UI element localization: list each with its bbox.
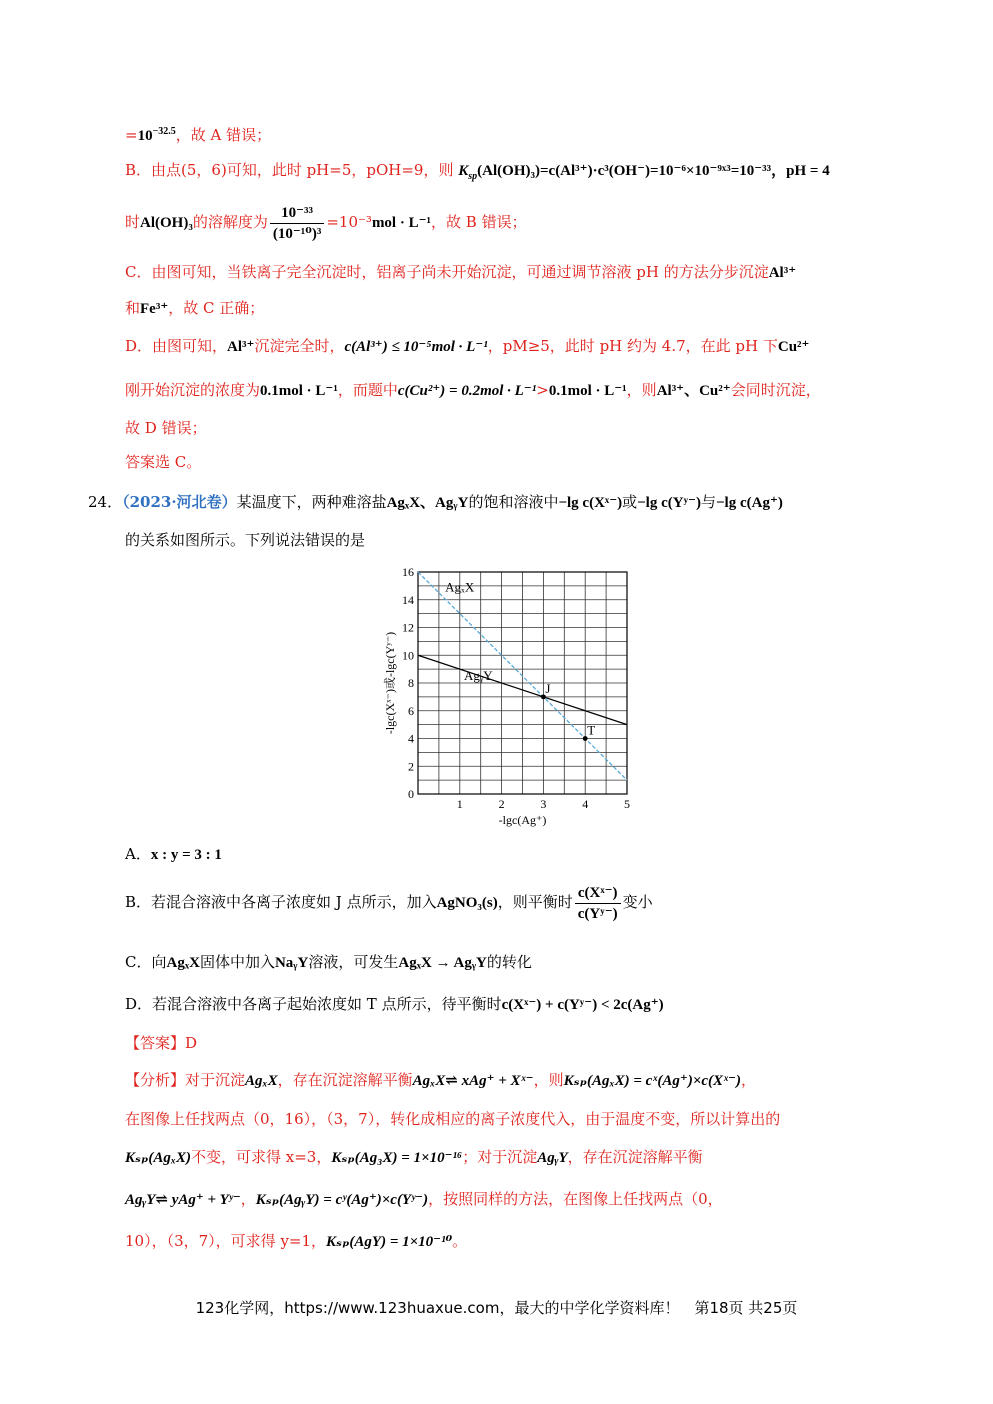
line-d-3: 故 D 错误；	[125, 419, 207, 437]
answer-line: 【答案】D	[125, 1034, 198, 1052]
y-tick-label: 12	[402, 620, 414, 635]
series-label-agy-y: AgᵧY	[463, 668, 493, 684]
y-tick-label: 10	[402, 648, 414, 663]
line-d-2: 刚开始沉淀的浓度为0.1mol · L⁻¹，而题中c(Cu²⁺) = 0.2mol · L⁻¹>0.1mol · L⁻¹，则Al³⁺、Cu²⁺会同时沉淀，	[125, 381, 821, 399]
point-label-t: T	[587, 722, 596, 738]
analysis-1: 【分析】对于沉淀AgₓX，存在沉淀溶解平衡AgₓX⇌ xAg⁺ + Xˣ⁻，则Kₛₚ(AgₓX) = cˣ(Ag⁺)×c(Xˣ⁻)，	[125, 1071, 757, 1089]
solubility-chart	[380, 560, 650, 830]
y-tick-label: 8	[408, 676, 414, 690]
x-tick-label: 3	[540, 797, 547, 811]
analysis-5: 10），（3，7），可求得 y=1，Kₛₚ(AgY) = 1×10⁻¹⁰。	[125, 1232, 468, 1250]
x-axis-label: -lgc(Ag⁺)	[498, 813, 547, 827]
option-a: A．x : y = 3 : 1	[125, 845, 222, 863]
line-c-1: C．由图可知，当铁离子完全沉淀时，铝离子尚未开始沉淀，可通过调节溶液 pH 的方法分步沉淀Al³⁺	[125, 263, 797, 281]
series-label-agx-x: AgₓX	[445, 579, 475, 595]
y-axis-label: -lgc(Xˣ⁻)或-lgc(Yʸ⁻)	[383, 631, 397, 735]
option-b: B．若混合溶液中各离子浓度如 J 点所示，加入AgNO₃(s)，则平衡时 $\frac{\text{c(Xˣ⁻)}}{\text{c(Yʸ⁻)}}$ 变小	[125, 884, 653, 922]
line-b-2: 时Al(OH)₃的溶解度为 $\frac{\text{10⁻³³}}{\text{(10⁻¹⁰)³}}$ =10⁻³mol · L⁻¹，故 B 错误；	[125, 204, 527, 242]
analysis-4: AgᵧY⇌ yAg⁺ + Yʸ⁻，Kₛₚ(AgᵧY) = cʸ(Ag⁺)×c(Yʸ⁻)，按照同样的方法，在图像上任找两点（0，	[125, 1190, 723, 1208]
x-tick-label: 5	[624, 797, 630, 811]
line-c-2: 和Fe³⁺，故 C 正确；	[125, 299, 265, 317]
y-tick-label: 16	[402, 565, 414, 579]
x-tick-label: 4	[582, 797, 589, 811]
y-tick-label: 0	[408, 787, 414, 801]
option-d: D．若混合溶液中各离子起始浓度如 T 点所示，待平衡时c(Xˣ⁻) + c(Yʸ⁻) < 2c(Ag⁺)	[125, 995, 664, 1013]
page-footer: 123化学网，https://www.123huaxue.com，最大的中学化学资料库！ 第18页 共25页	[195, 1299, 798, 1317]
y-tick-label: 2	[408, 759, 414, 774]
option-c: C．向AgₓX固体中加入NaᵧY溶液，可发生AgₓX → AgᵧY的转化	[125, 953, 532, 971]
point-label-j: J	[545, 680, 551, 696]
line-d-1: D．由图可知，Al³⁺沉淀完全时，c(Al³⁺) ≤ 10⁻⁵mol · L⁻¹，pM≥5，此时 pH 约为 4.7，在此 pH 下Cu²⁺	[125, 337, 810, 355]
q24-stem-1: 24．（2023·河北卷）某温度下，两种难溶盐AgₓX、AgᵧY的饱和溶液中−lg c(Xˣ⁻)或−lg c(Yʸ⁻)与−lg c(Ag⁺)	[88, 493, 783, 511]
y-tick-label: 14	[402, 592, 414, 607]
line-answer-c: 答案选 C。	[125, 453, 202, 471]
analysis-2: 在图像上任找两点（0，16），（3，7），转化成相应的离子浓度代入，由于温度不变，所以计算出的	[125, 1110, 781, 1128]
q24-stem-2: 的关系如图所示。下列说法错误的是	[125, 531, 366, 549]
y-tick-label: 6	[408, 703, 414, 718]
x-tick-label: 2	[498, 797, 505, 811]
line-a-conclusion: $=10^{-32.5}$，故 A 错误；	[125, 126, 272, 144]
line-b-1: B．由点(5，6)可知，此时 pH=5，pOH=9，则 $K_{sp}(Al(OH)_3)=c(Al^{3+})\cdot c^3(OH^-)=10^{-6}\times 10^{-9}ˣ^3=10^{-33}$，pH = 4	[125, 161, 830, 182]
x-tick-label: 1	[456, 797, 463, 811]
y-tick-label: 4	[408, 731, 414, 746]
analysis-3: Kₛₚ(AgₓX)不变，可求得 x=3，Kₛₚ(Ag₃X) = 1×10⁻¹⁶；对于沉淀AgᵧY，存在沉淀溶解平衡	[125, 1148, 703, 1166]
